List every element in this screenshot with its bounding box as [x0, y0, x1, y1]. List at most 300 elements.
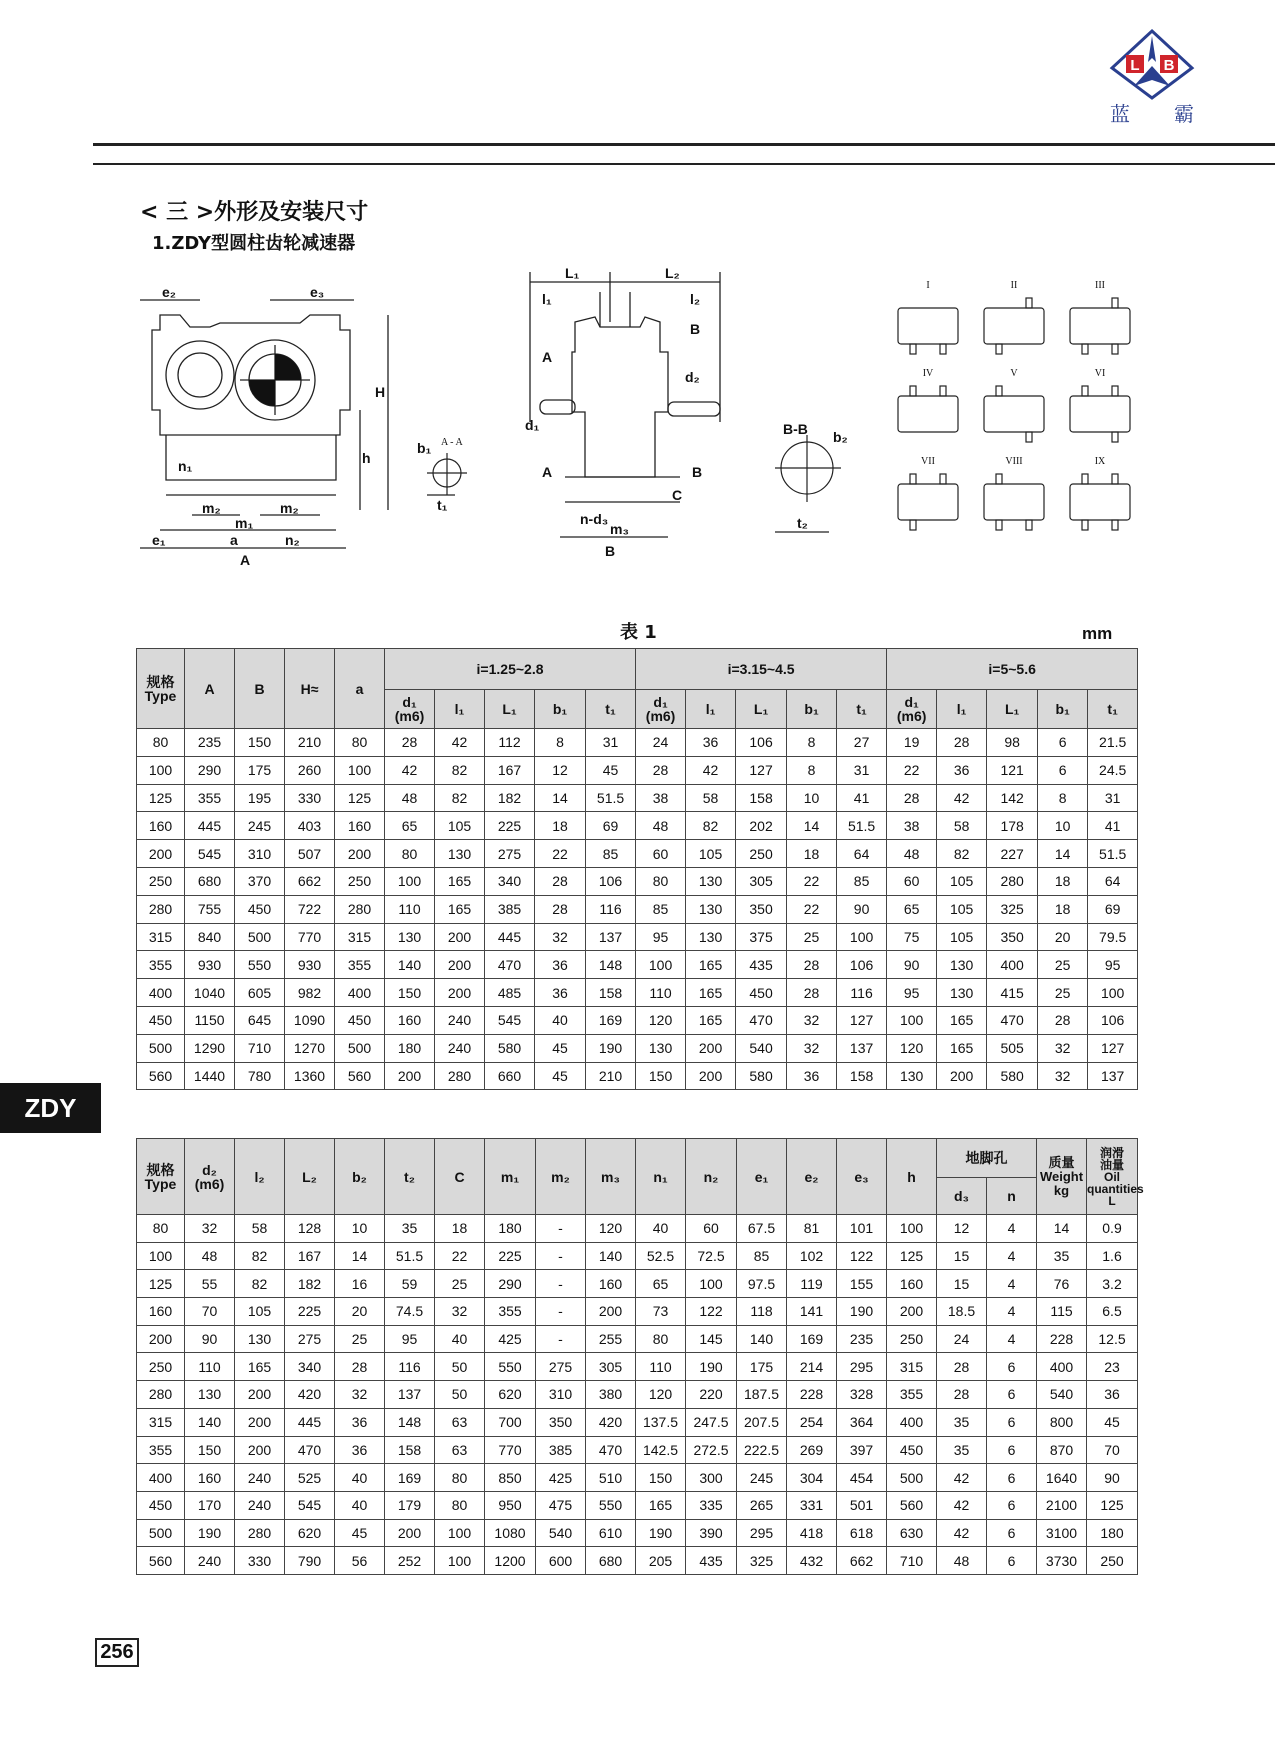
table-cell: 28: [787, 979, 837, 1007]
label-n-d3: n-d₃: [580, 511, 609, 527]
table-cell: 200: [385, 1519, 435, 1547]
table-cell: 25: [1038, 979, 1088, 1007]
table-cell: 130: [686, 895, 736, 923]
t1-subheader-3: b₁: [535, 690, 586, 729]
input-shaft-top: [996, 386, 1002, 396]
table-cell: 36: [1087, 1381, 1138, 1409]
table-cell: 25: [335, 1325, 385, 1353]
assembly-box: [1070, 484, 1130, 520]
assembly-type-5: [984, 368, 1044, 442]
table-cell: 95: [385, 1325, 435, 1353]
t1-subheader-0: d₁ (m6): [385, 690, 435, 729]
assembly-type-1: [898, 280, 958, 354]
table-cell: 1.6: [1087, 1242, 1138, 1270]
table-cell: 100: [837, 923, 887, 951]
table-cell: 454: [837, 1464, 887, 1492]
table-cell: 415: [987, 979, 1038, 1007]
table-cell: 116: [385, 1353, 435, 1381]
table-cell: 51.5: [385, 1242, 435, 1270]
table-cell: 225: [485, 1242, 536, 1270]
table-cell: 420: [285, 1381, 335, 1409]
table-cell: 605: [235, 979, 285, 1007]
table-cell: 0.9: [1087, 1215, 1138, 1243]
table-cell: 28: [787, 951, 837, 979]
table-cell: 95: [1088, 951, 1138, 979]
table-cell: 540: [1037, 1381, 1087, 1409]
table-cell: 450: [887, 1436, 937, 1464]
table-cell: 127: [736, 756, 787, 784]
table-cell: 227: [987, 840, 1038, 868]
table-cell: 137: [1088, 1062, 1138, 1090]
table-cell: 425: [536, 1464, 586, 1492]
table-cell: 400: [137, 1464, 185, 1492]
table-cell: 38: [887, 812, 937, 840]
table-cell: 27: [837, 729, 887, 757]
table-cell: 142: [987, 784, 1038, 812]
assembly-type-label: IV: [922, 368, 934, 379]
table-cell: 22: [787, 895, 837, 923]
table-cell: 275: [485, 840, 535, 868]
table-cell: 800: [1037, 1408, 1087, 1436]
table-cell: 355: [335, 951, 385, 979]
t1-header-0: 规格 Type: [137, 649, 185, 729]
table-row: [137, 840, 1138, 868]
table-cell: 82: [235, 1242, 285, 1270]
table-cell: 187.5: [737, 1381, 787, 1409]
table-cell: 390: [686, 1519, 737, 1547]
table-cell: 137.5: [636, 1408, 686, 1436]
table-cell: 101: [837, 1215, 887, 1243]
table-cell: 23: [1087, 1353, 1138, 1381]
table-cell: 14: [787, 812, 837, 840]
table-cell: 50: [435, 1381, 485, 1409]
t2-header-3: L₂: [285, 1139, 335, 1215]
table-cell: 870: [1037, 1436, 1087, 1464]
table-caption: 表 1: [620, 622, 657, 643]
table-cell: 110: [636, 1353, 686, 1381]
table-row: [137, 1491, 1138, 1519]
table-cell: 770: [485, 1436, 536, 1464]
table-cell: 80: [636, 867, 686, 895]
table-cell: 165: [686, 951, 736, 979]
table-cell: 235: [185, 729, 235, 757]
table-cell: 6: [987, 1353, 1037, 1381]
table-cell: 50: [435, 1353, 485, 1381]
table-cell: 200: [887, 1298, 937, 1326]
table-cell: 450: [137, 1491, 185, 1519]
table-cell: 618: [837, 1519, 887, 1547]
table-cell: 51.5: [586, 784, 636, 812]
table-cell: 18: [1038, 895, 1088, 923]
table-cell: 700: [485, 1408, 536, 1436]
table-cell: 710: [235, 1034, 285, 1062]
table-cell: 207.5: [737, 1408, 787, 1436]
table-cell: 250: [1087, 1547, 1138, 1575]
t1-subheader-12: L₁: [987, 690, 1038, 729]
table-cell: -: [536, 1298, 586, 1326]
input-shaft-bottom: [996, 520, 1002, 530]
table-cell: 580: [736, 1062, 787, 1090]
table-cell: 252: [385, 1547, 435, 1575]
table-cell: 6: [987, 1547, 1037, 1575]
t2-weight-header: 质量 Weight kg: [1037, 1139, 1087, 1215]
table-cell: 330: [285, 784, 335, 812]
table-cell: 80: [385, 840, 435, 868]
table-cell: 80: [137, 1215, 185, 1243]
table-cell: 290: [185, 756, 235, 784]
dimension-table-1: [136, 648, 1138, 1090]
table-cell: 790: [285, 1547, 335, 1575]
label-m3: m₃: [610, 521, 629, 537]
table-cell: 1040: [185, 979, 235, 1007]
table-cell: 560: [335, 1062, 385, 1090]
table-cell: 167: [485, 756, 535, 784]
assembly-type-label: VI: [1094, 368, 1106, 379]
input-shaft-top: [910, 386, 916, 396]
table-cell: 420: [586, 1408, 636, 1436]
table-cell: 95: [636, 923, 686, 951]
table-cell: 295: [837, 1353, 887, 1381]
table-cell: 1150: [185, 1006, 235, 1034]
table-cell: 32: [787, 1034, 837, 1062]
table-cell: 65: [887, 895, 937, 923]
table-cell: 560: [137, 1062, 185, 1090]
table-cell: 214: [787, 1353, 837, 1381]
table-cell: 325: [987, 895, 1038, 923]
table-cell: 121: [987, 756, 1038, 784]
table-cell: 500: [887, 1464, 937, 1492]
table-cell: 35: [385, 1215, 435, 1243]
table-cell: 165: [686, 979, 736, 1007]
table-cell: 200: [937, 1062, 987, 1090]
table-cell: 4: [987, 1325, 1037, 1353]
table-cell: 400: [987, 951, 1038, 979]
t1-subheader-5: d₁ (m6): [636, 690, 686, 729]
table-cell: 25: [1038, 951, 1088, 979]
table-cell: 15: [937, 1242, 987, 1270]
table-cell: 45: [335, 1519, 385, 1547]
table-cell: 350: [736, 895, 787, 923]
table-cell: 190: [586, 1034, 636, 1062]
table-cell: 255: [586, 1325, 636, 1353]
table-cell: 65: [385, 812, 435, 840]
table-cell: 500: [137, 1519, 185, 1547]
table-cell: 950: [485, 1491, 536, 1519]
table-cell: 122: [837, 1242, 887, 1270]
table-cell: 140: [586, 1242, 636, 1270]
table-cell: 280: [137, 895, 185, 923]
table-cell: 60: [636, 840, 686, 868]
table-cell: 12.5: [1087, 1325, 1138, 1353]
table-cell: 25: [787, 923, 837, 951]
table-cell: 42: [686, 756, 736, 784]
table-cell: 545: [485, 1006, 535, 1034]
table-cell: 200: [435, 923, 485, 951]
table-cell: 36: [335, 1408, 385, 1436]
table-cell: 137: [837, 1034, 887, 1062]
table-cell: 90: [887, 951, 937, 979]
table-cell: 403: [285, 812, 335, 840]
table-cell: 36: [535, 951, 586, 979]
table-cell: -: [536, 1325, 586, 1353]
table-cell: 269: [787, 1436, 837, 1464]
section-aa-drawing: [415, 435, 475, 515]
table-cell: 41: [837, 784, 887, 812]
assembly-box: [898, 484, 958, 520]
table-row: [137, 729, 1138, 757]
table-cell: 82: [435, 784, 485, 812]
label-section-aa: A - A: [441, 437, 463, 448]
input-shaft-top: [1082, 474, 1088, 484]
label-B-bottom: B: [692, 464, 703, 480]
table-cell: 165: [937, 1006, 987, 1034]
table-cell: 1360: [285, 1062, 335, 1090]
table-cell: 75: [887, 923, 937, 951]
table-cell: 28: [937, 729, 987, 757]
table-cell: 280: [987, 867, 1038, 895]
t2-header-7: m₁: [485, 1139, 536, 1215]
logo-char-2: 霸: [1174, 102, 1194, 126]
table-cell: 182: [485, 784, 535, 812]
label-a: a: [230, 532, 238, 548]
t2-header-11: n₂: [686, 1139, 737, 1215]
header-rule-bottom: [93, 163, 1275, 165]
table-cell: 560: [137, 1547, 185, 1575]
table-cell: 550: [235, 951, 285, 979]
company-logo: [1108, 28, 1196, 128]
table-cell: 70: [1087, 1436, 1138, 1464]
table-cell: 100: [636, 951, 686, 979]
table-cell: 20: [1038, 923, 1088, 951]
t2-header-13: e₂: [787, 1139, 837, 1215]
table-cell: 680: [586, 1547, 636, 1575]
table-cell: 80: [137, 729, 185, 757]
t2-header-6: C: [435, 1139, 485, 1215]
table-cell: 60: [887, 867, 937, 895]
table-cell: 645: [235, 1006, 285, 1034]
table-cell: 28: [937, 1353, 987, 1381]
table-cell: 125: [137, 1270, 185, 1298]
table-cell: 610: [586, 1519, 636, 1547]
t2-header-5: t₂: [385, 1139, 435, 1215]
table-cell: 250: [137, 867, 185, 895]
output-shaft-bottom: [1112, 344, 1118, 354]
table-cell: 295: [737, 1519, 787, 1547]
table-cell: 100: [686, 1270, 737, 1298]
assembly-type-2: [984, 280, 1044, 354]
table-cell: 432: [787, 1547, 837, 1575]
table-cell: 228: [1037, 1325, 1087, 1353]
table-cell: 116: [586, 895, 636, 923]
table-cell: 102: [787, 1242, 837, 1270]
t2-header-0: 规格 Type: [137, 1139, 185, 1215]
assembly-type-label: V: [1010, 368, 1018, 379]
table-cell: 141: [787, 1298, 837, 1326]
table-cell: 42: [937, 1491, 987, 1519]
table-cell: 1200: [485, 1547, 536, 1575]
table-cell: 125: [335, 784, 385, 812]
table-cell: 25: [435, 1270, 485, 1298]
table-cell: 445: [285, 1408, 335, 1436]
table-cell: 165: [235, 1353, 285, 1381]
assembly-box: [984, 308, 1044, 344]
table-cell: 370: [235, 867, 285, 895]
table-cell: 180: [385, 1034, 435, 1062]
input-shaft-top: [910, 474, 916, 484]
table-cell: 500: [137, 1034, 185, 1062]
table-cell: 200: [335, 840, 385, 868]
table-cell: 630: [887, 1519, 937, 1547]
table-cell: 100: [385, 867, 435, 895]
table-cell: 148: [385, 1408, 435, 1436]
table-cell: 58: [937, 812, 987, 840]
table-cell: 64: [837, 840, 887, 868]
table-cell: 400: [887, 1408, 937, 1436]
label-e3: e₃: [310, 284, 325, 300]
t1-header-3: H≈: [285, 649, 335, 729]
table-cell: 190: [686, 1353, 737, 1381]
label-A-top: A: [542, 349, 553, 365]
table-cell: 550: [586, 1491, 636, 1519]
table-cell: 115: [1037, 1298, 1087, 1326]
t2-oil-header: 润滑 油量 Oil quantities L: [1087, 1139, 1138, 1215]
output-shaft-top: [940, 474, 946, 484]
table-cell: -: [536, 1270, 586, 1298]
table-cell: 73: [636, 1298, 686, 1326]
table-cell: 8: [787, 729, 837, 757]
table-cell: 160: [137, 812, 185, 840]
label-b1: b₁: [417, 440, 432, 456]
table-cell: 245: [737, 1464, 787, 1492]
label-e2: e₂: [162, 284, 177, 300]
table-cell: 780: [235, 1062, 285, 1090]
table-cell: 160: [586, 1270, 636, 1298]
table-cell: 31: [586, 729, 636, 757]
table-cell: 12: [535, 756, 586, 784]
table-cell: 74.5: [385, 1298, 435, 1326]
table-cell: 142.5: [636, 1436, 686, 1464]
label-C: C: [672, 487, 683, 503]
t1-group-0: i=1.25~2.8: [385, 649, 636, 690]
table-cell: 290: [485, 1270, 536, 1298]
table-row: [137, 1062, 1138, 1090]
table-cell: 200: [137, 840, 185, 868]
table-cell: 400: [137, 979, 185, 1007]
table-cell: 418: [787, 1519, 837, 1547]
table-cell: 10: [787, 784, 837, 812]
table-row: [137, 1006, 1138, 1034]
assembly-type-label: II: [1010, 280, 1018, 291]
table-cell: 120: [586, 1215, 636, 1243]
table-cell: 169: [586, 1006, 636, 1034]
table-cell: 130: [686, 867, 736, 895]
table-cell: 40: [335, 1491, 385, 1519]
table-cell: 24: [937, 1325, 987, 1353]
label-h: h: [362, 450, 371, 466]
sub-title: 1.ZDY型圆柱齿轮减速器: [152, 233, 356, 254]
table-cell: 304: [787, 1464, 837, 1492]
table-cell: 300: [686, 1464, 737, 1492]
output-shaft-top: [940, 386, 946, 396]
table-cell: 315: [335, 923, 385, 951]
table-cell: 97.5: [737, 1270, 787, 1298]
table-cell: 130: [937, 951, 987, 979]
table-cell: 160: [887, 1270, 937, 1298]
table-cell: 175: [235, 756, 285, 784]
table-cell: 680: [185, 867, 235, 895]
table-cell: 400: [335, 979, 385, 1007]
t2-header-1: d₂ (m6): [185, 1139, 235, 1215]
table-cell: 80: [435, 1491, 485, 1519]
input-shaft-bottom: [1082, 520, 1088, 530]
table-cell: 600: [536, 1547, 586, 1575]
table-cell: 98: [987, 729, 1038, 757]
table-cell: 82: [435, 756, 485, 784]
table-cell: 40: [335, 1464, 385, 1492]
table-cell: 254: [787, 1408, 837, 1436]
table-cell: 200: [385, 1062, 435, 1090]
table-cell: 510: [586, 1464, 636, 1492]
table-row: [137, 1325, 1138, 1353]
t1-header-4: a: [335, 649, 385, 729]
table-cell: 470: [736, 1006, 787, 1034]
table-cell: 150: [636, 1464, 686, 1492]
table-cell: 72.5: [686, 1242, 737, 1270]
table-cell: 445: [185, 812, 235, 840]
table-cell: 200: [235, 1408, 285, 1436]
table-cell: 475: [536, 1491, 586, 1519]
table-cell: 28: [937, 1381, 987, 1409]
table-cell: 160: [335, 812, 385, 840]
t1-subheader-8: b₁: [787, 690, 837, 729]
table-cell: 58: [686, 784, 736, 812]
t2-foot-hole-group: 地脚孔: [937, 1139, 1037, 1178]
table-cell: 245: [235, 812, 285, 840]
table-cell: 6: [987, 1519, 1037, 1547]
table-cell: 400: [1037, 1353, 1087, 1381]
logo-letter-b: B: [1163, 57, 1175, 74]
table-cell: 42: [937, 1519, 987, 1547]
label-n2: n₂: [285, 532, 300, 548]
table-cell: 64: [1088, 867, 1138, 895]
table-cell: 76: [1037, 1270, 1087, 1298]
table-cell: 470: [987, 1006, 1038, 1034]
table-cell: 310: [536, 1381, 586, 1409]
table-cell: 65: [636, 1270, 686, 1298]
table-cell: 272.5: [686, 1436, 737, 1464]
logo-diamond-icon: [1108, 28, 1196, 100]
table-cell: 100: [435, 1547, 485, 1575]
table-cell: 40: [535, 1006, 586, 1034]
table-cell: 550: [485, 1353, 536, 1381]
assembly-type-6: [1070, 368, 1130, 442]
table-cell: 260: [285, 756, 335, 784]
table-cell: 19: [887, 729, 937, 757]
t1-subheader-10: d₁ (m6): [887, 690, 937, 729]
table-cell: 385: [536, 1436, 586, 1464]
table-cell: 28: [535, 867, 586, 895]
table-cell: 106: [586, 867, 636, 895]
table-cell: 80: [636, 1325, 686, 1353]
t1-subheader-4: t₁: [586, 690, 636, 729]
table-cell: 48: [636, 812, 686, 840]
table-cell: 81: [787, 1215, 837, 1243]
input-shaft-top: [996, 474, 1002, 484]
table-cell: 620: [485, 1381, 536, 1409]
label-e1: e₁: [152, 532, 166, 548]
table-cell: 119: [787, 1270, 837, 1298]
table-cell: 6: [987, 1491, 1037, 1519]
